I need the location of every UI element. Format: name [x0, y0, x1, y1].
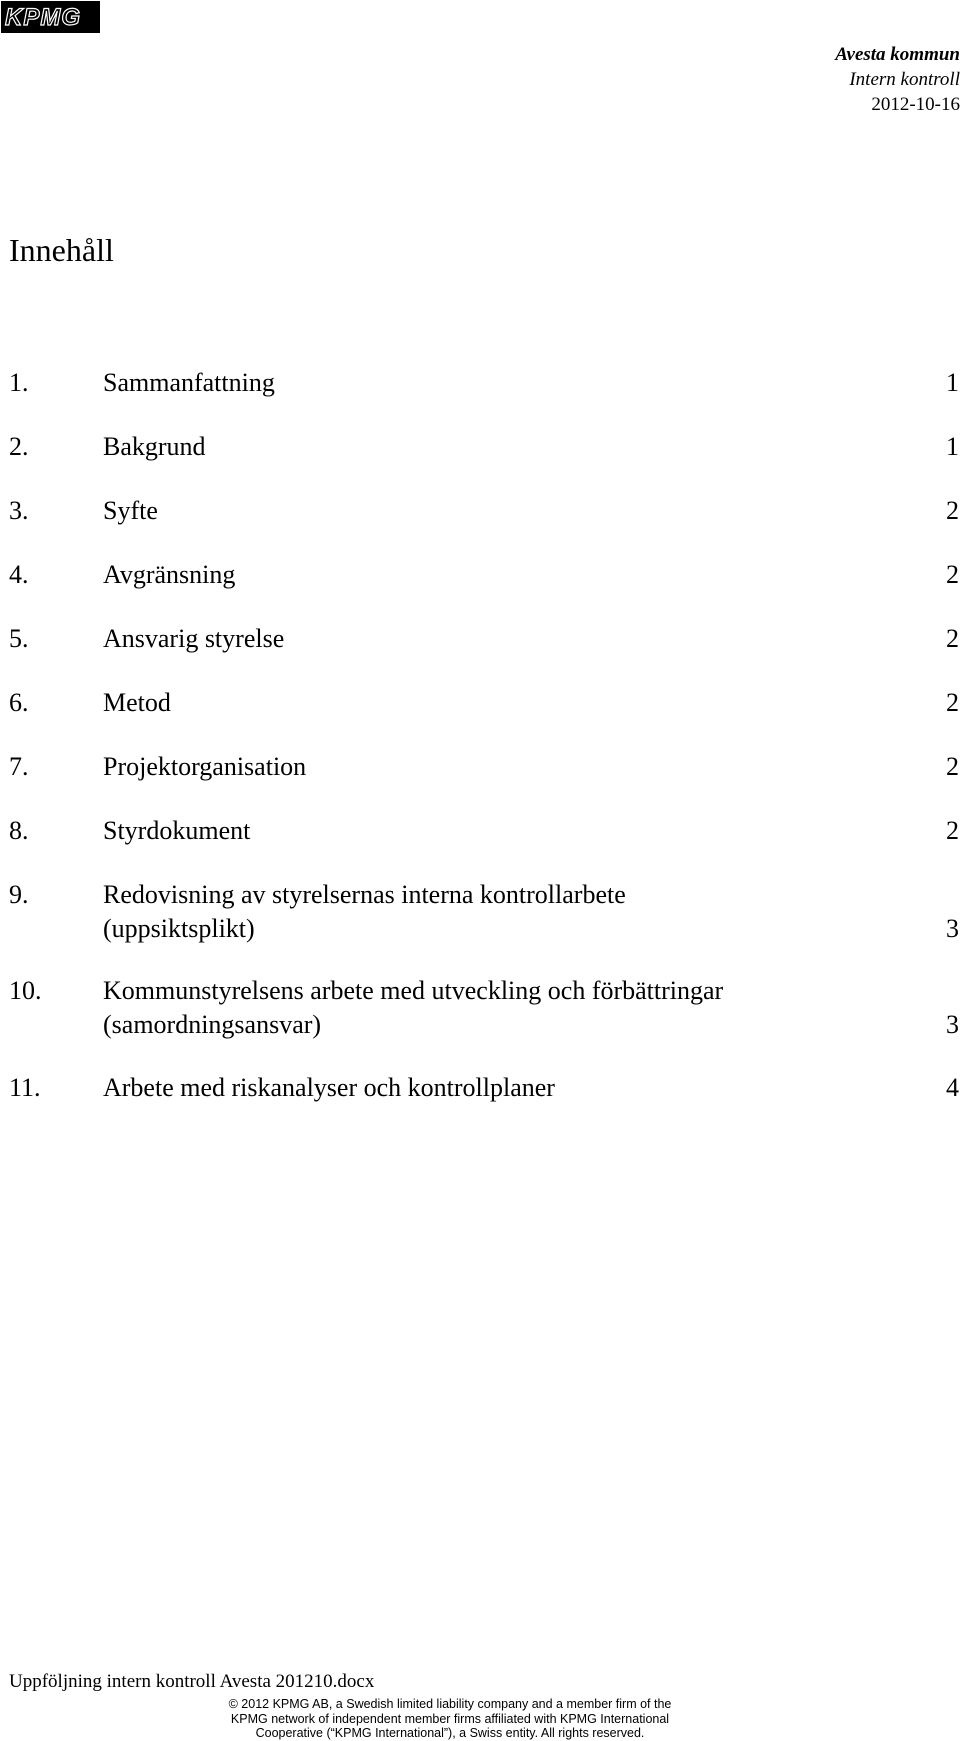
footer-copyright: [200, 1697, 700, 1741]
toc-entry-title-line: Redovisning av styrelsernas interna kontrollarbete: [103, 880, 626, 909]
toc-entry-number: 1.: [9, 368, 29, 397]
toc-entry-title: Syfte: [103, 496, 158, 525]
toc-entry-number: 6.: [9, 688, 29, 717]
toc-entry-title: Bakgrund: [103, 432, 206, 461]
toc-entry-page: 4: [946, 1073, 959, 1102]
toc-entry-number: 9.: [9, 880, 29, 909]
toc-entry-page: 2: [946, 624, 959, 653]
toc-entry-title-line: Kommunstyrelsens arbete med utveckling och förbättringar: [103, 976, 724, 1005]
toc-entry-number: 8.: [9, 816, 29, 845]
toc-entry-page: 3: [946, 1010, 959, 1039]
toc-entry-page: 1: [946, 432, 959, 461]
copyright-line: Cooperative (“KPMG International”), a Swiss entity. All rights reserved.: [255, 1726, 645, 1740]
toc-entry-title: Metod: [103, 688, 171, 717]
footer-filename: Uppföljning intern kontroll Avesta 201210.docx: [9, 1671, 375, 1692]
toc-entry-title-line: (samordningsansvar): [103, 1010, 322, 1039]
toc-entry-title: Styrdokument: [103, 816, 251, 845]
header-subtitle: Intern kontroll: [849, 69, 960, 90]
toc-entry-title: Sammanfattning: [103, 368, 275, 397]
copyright-line: © 2012 KPMG AB, a Swedish limited liability company and a member firm of the: [228, 1697, 672, 1711]
toc-entry-page: 2: [946, 752, 959, 781]
document-header: [835, 42, 960, 117]
header-date: 2012-10-16: [871, 94, 960, 115]
toc-entry-number: 7.: [9, 752, 29, 781]
toc-entry-page: 2: [946, 560, 959, 589]
toc-entry-title: Arbete med riskanalyser och kontrollplaner: [103, 1073, 555, 1102]
toc-entry-page: 2: [946, 816, 959, 845]
logo-text: KPMG: [5, 4, 81, 31]
toc-entry-title-line: (uppsiktsplikt): [103, 914, 255, 943]
toc-entry-number: 10.: [9, 976, 42, 1005]
header-organization: Avesta kommun: [835, 44, 960, 65]
toc-entry-page: 2: [946, 688, 959, 717]
toc-entry-title: Avgränsning: [103, 560, 236, 589]
toc-entry-number: 5.: [9, 624, 29, 653]
toc-entry-title: [103, 974, 863, 1042]
toc-entry-title: [103, 878, 863, 946]
copyright-line: KPMG network of independent member firms affiliated with KPMG International: [230, 1711, 670, 1726]
toc-entry-number: 3.: [9, 496, 29, 525]
toc-entry-number: 2.: [9, 432, 29, 461]
toc-entry-page: 3: [946, 914, 959, 943]
page-title: Innehåll: [9, 232, 114, 268]
toc-entry-number: 4.: [9, 560, 29, 589]
toc-entry-number: 11.: [9, 1073, 41, 1102]
toc-entry-title: Ansvarig styrelse: [103, 624, 285, 653]
toc-entry-page: 1: [946, 368, 959, 397]
toc-entry-title: Projektorganisation: [103, 752, 307, 781]
kpmg-logo: [1, 1, 100, 33]
toc-entry-page: 2: [946, 496, 959, 525]
